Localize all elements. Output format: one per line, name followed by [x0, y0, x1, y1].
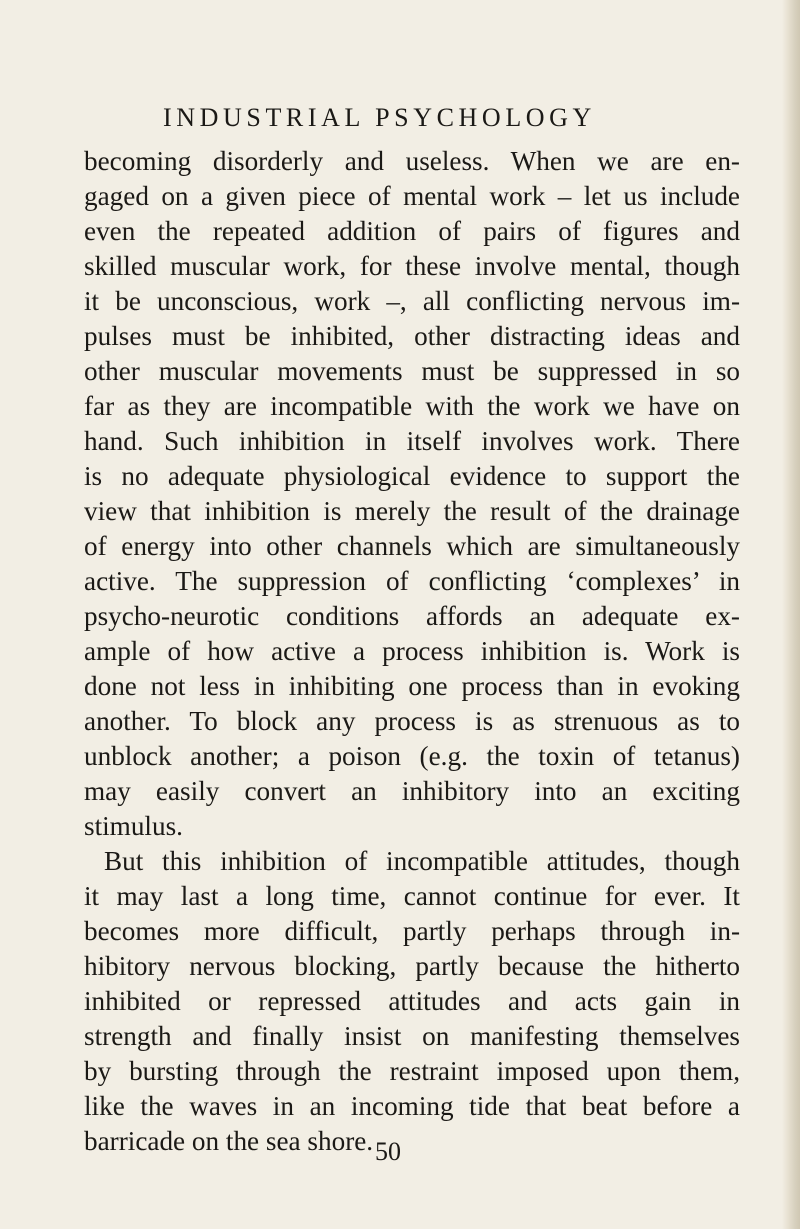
- text-line: But this inhibition of incompatible attitudes, though: [104, 846, 740, 876]
- page-number: 50: [375, 1137, 401, 1166]
- text-line: gaged on a given piece of mental work – let us include: [84, 181, 740, 211]
- text-line: it be unconscious, work –, all conflicting nervous im-: [84, 286, 740, 316]
- text-line: is no adequate physiological evidence to support the: [84, 461, 740, 491]
- text-line: unblock another; a poison (e.g. the toxin of tetanus): [84, 741, 740, 771]
- text-line: may easily convert an inhibitory into an exciting: [84, 776, 740, 806]
- text-line: another. To block any process is as strenuous as to: [84, 706, 740, 736]
- text-line: barricade on the sea shore.: [84, 1126, 374, 1156]
- text-line: of energy into other channels which are simultaneously: [84, 531, 740, 561]
- text-line: pulses must be inhibited, other distracting ideas and: [84, 321, 740, 351]
- text-line: hibitory nervous blocking, partly because the hitherto: [84, 951, 740, 981]
- text-line: far as they are incompatible with the work we have on: [84, 391, 740, 421]
- text-line: skilled muscular work, for these involve mental, though: [84, 251, 740, 281]
- page-edge: [782, 0, 800, 1229]
- body-text: [84, 144, 740, 1159]
- text-line: becomes more difficult, partly perhaps through in-: [84, 916, 740, 946]
- text-line: stimulus.: [84, 811, 183, 841]
- running-head: INDUSTRIAL PSYCHOLOGY: [163, 103, 596, 132]
- text-line: by bursting through the restraint imposed upon them,: [84, 1056, 740, 1086]
- text-line: like the waves in an incoming tide that beat before a: [84, 1091, 740, 1121]
- text-line: active. The suppression of conflicting ‘complexes’ in: [84, 566, 740, 596]
- text-line: hand. Such inhibition in itself involves work. There: [84, 426, 740, 456]
- text-line: other muscular movements must be suppressed in so: [84, 356, 740, 386]
- text-line: psycho-neurotic conditions affords an adequate ex-: [84, 601, 740, 631]
- text-line: it may last a long time, cannot continue for ever. It: [84, 881, 740, 911]
- text-line: even the repeated addition of pairs of figures and: [84, 216, 740, 246]
- text-line: done not less in inhibiting one process than in evoking: [84, 671, 740, 701]
- text-line: becoming disorderly and useless. When we are en-: [84, 146, 740, 176]
- text-line: inhibited or repressed attitudes and acts gain in: [84, 986, 740, 1016]
- text-line: view that inhibition is merely the result of the drainage: [84, 496, 740, 526]
- text-line: strength and finally insist on manifesting themselves: [84, 1021, 740, 1051]
- text-line: ample of how active a process inhibition is. Work is: [84, 636, 740, 666]
